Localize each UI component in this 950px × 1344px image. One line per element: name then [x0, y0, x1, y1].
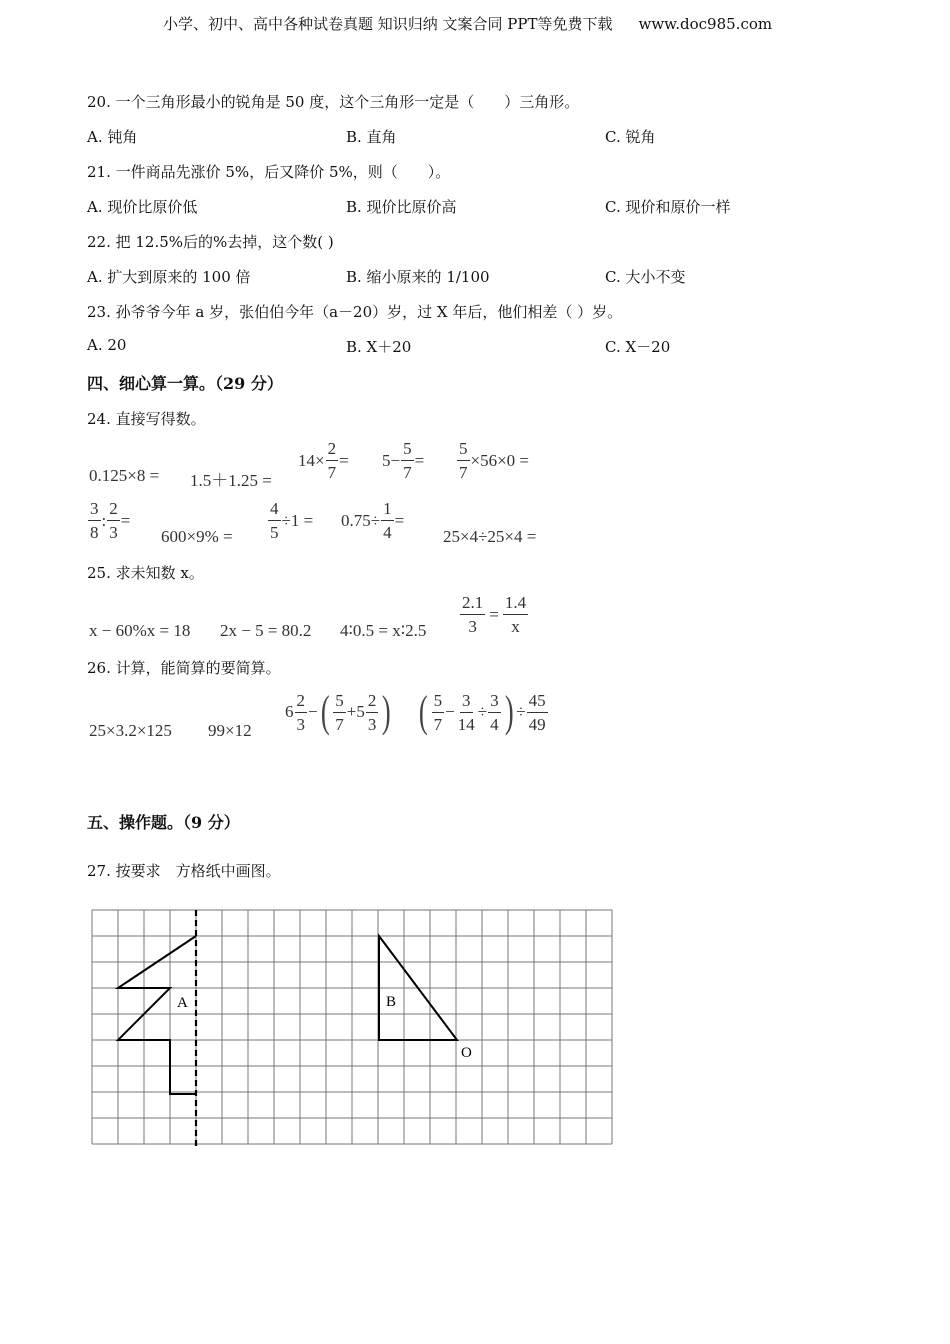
q26-expr-3: 6 $\frac{2}{3}$ − ( $\frac{5}{7}$ +5 $\frac{2}{3}$ ) [285, 687, 392, 736]
q27-stem: 27. 按要求 方格纸中画图。 [87, 862, 281, 880]
q23-option-b: B. X＋20 [346, 338, 412, 356]
grid-lines [92, 910, 612, 1144]
q24-expr-5: $\frac{5}{7}$ ×56×0 = [459, 439, 530, 482]
q26-expr-2: 99×12 [208, 721, 252, 740]
q23-stem: 23. 孙爷爷今年 a 岁，张伯伯今年（a－20）岁，过 X 年后，他们相差（ ）岁。 [87, 303, 623, 321]
grid-figure [85, 900, 625, 1156]
q24-expr-4: 5− $\frac{5}{7}$ = [382, 439, 425, 482]
header-site: www.doc985.com [638, 15, 773, 33]
q25-expr-1: x − 60%x = 18 [89, 621, 191, 640]
q21-stem: 21. 一件商品先涨价 5%，后又降价 5%，则（ ）。 [87, 163, 451, 181]
q26-stem: 26. 计算，能简算的要简算。 [87, 659, 281, 677]
q24-expr-7: 600×9% = [161, 527, 233, 546]
q20-option-b: B. 直角 [346, 128, 397, 146]
q25-expr-4: $\frac{2.1}{3}$ = $\frac{1.4}{x}$ [462, 593, 527, 636]
q26-expr-1: 25×3.2×125 [89, 721, 172, 740]
q23-option-a: A. 20 [87, 336, 127, 354]
section-4-title: 四、细心算一算。（29 分） [87, 374, 283, 393]
q24-expr-3: 14× $\frac{2}{7}$ = [298, 439, 349, 482]
label-b: B [386, 994, 397, 1010]
section-5-title: 五、操作题。（9 分） [87, 813, 240, 832]
q20-option-a: A. 钝角 [87, 128, 138, 146]
header-title: 小学、初中、高中各种试卷真题 知识归纳 文案合同 PPT等免费下载 [163, 15, 613, 33]
q25-stem: 25. 求未知数 x。 [87, 564, 204, 582]
q22-option-a: A. 扩大到原来的 100 倍 [87, 268, 251, 286]
q22-stem: 22. 把 12.5%后的%去掉，这个数( ) [87, 233, 334, 251]
q25-expr-3: 4∶0.5 = x∶2.5 [340, 621, 427, 640]
q22-option-c: C. 大小不变 [605, 268, 686, 286]
q24-stem: 24. 直接写得数。 [87, 410, 206, 428]
q23-option-c: C. X－20 [605, 338, 671, 356]
q21-option-a: A. 现价比原价低 [87, 198, 198, 216]
q25-expr-2: 2x − 5 = 80.2 [220, 621, 312, 640]
q20-stem: 20. 一个三角形最小的锐角是 50 度，这个三角形一定是（ ）三角形。 [87, 93, 580, 111]
q24-expr-1: 0.125×8 = [89, 466, 160, 485]
shape-a [118, 936, 196, 1094]
label-o: O [461, 1045, 472, 1061]
q24-expr-10: 25×4÷25×4 = [443, 527, 537, 546]
q20-option-c: C. 锐角 [605, 128, 656, 146]
q26-expr-4: ( $\frac{5}{7}$ − $\frac{3}{14}$ ÷ $\frac{3}{4}$ ) ÷ $\frac{45}{49}$ [418, 687, 546, 736]
q21-option-b: B. 现价比原价高 [346, 198, 457, 216]
q22-option-b: B. 缩小原来的 1/100 [346, 268, 490, 286]
q21-option-c: C. 现价和原价一样 [605, 198, 731, 216]
q24-expr-9: 0.75÷ $\frac{1}{4}$ = [341, 499, 405, 542]
label-a: A [177, 995, 188, 1011]
page-header [163, 13, 772, 34]
q24-expr-6: $\frac{3}{8}$ : $\frac{2}{3}$ = [90, 499, 131, 542]
q24-expr-8: $\frac{4}{5}$ ÷1 = [270, 499, 314, 542]
q24-expr-2: 1.5＋1.25 = [190, 471, 272, 490]
